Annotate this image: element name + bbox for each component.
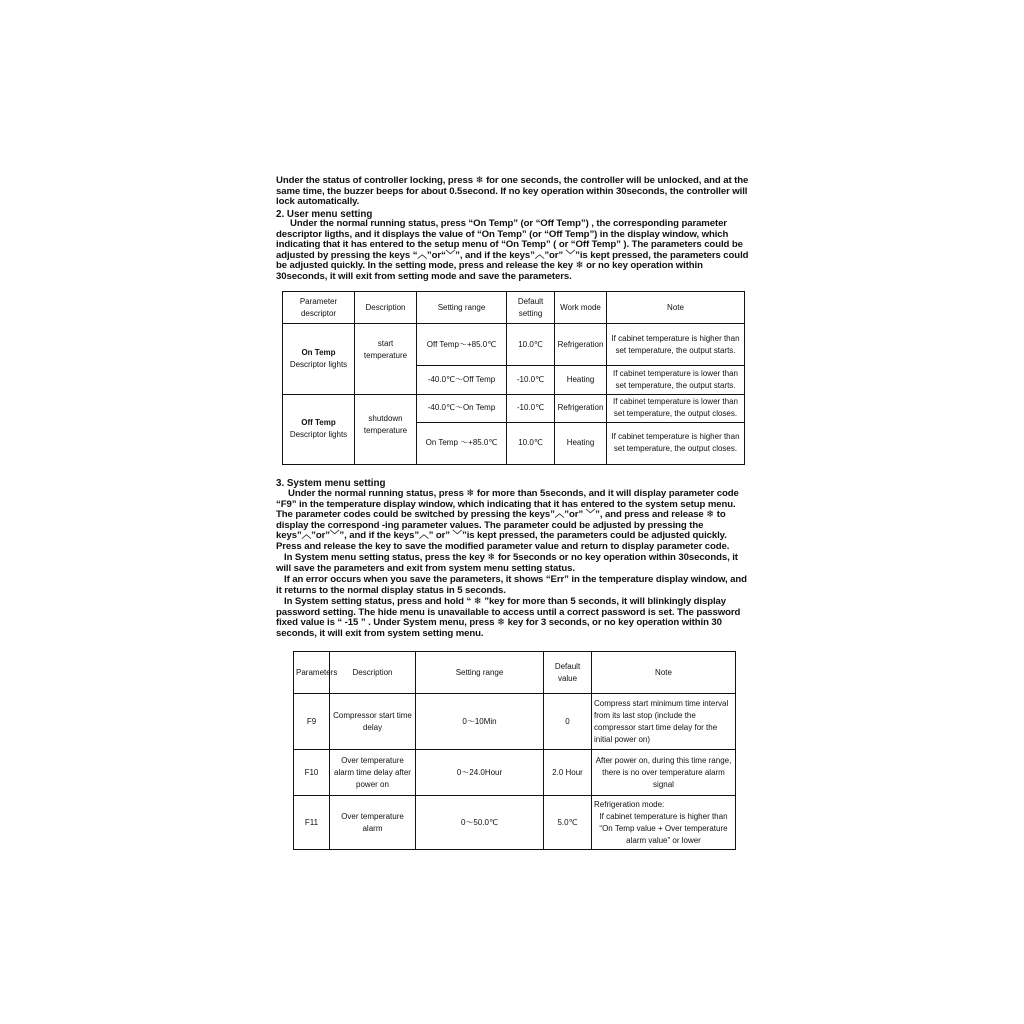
range-cell: Off Temp～+85.0℃ bbox=[417, 324, 507, 366]
default-cell: 0 bbox=[544, 694, 592, 750]
system-menu-table bbox=[293, 651, 736, 850]
table-header-row bbox=[294, 652, 736, 694]
system-menu-heading: 3. System menu setting bbox=[276, 478, 386, 489]
note-text: If cabinet temperature is higher than “On Temp value + Over temperature alarm value” or lower bbox=[599, 811, 728, 845]
note-cell: If cabinet temperature is lower than set temperature, the output closes. bbox=[607, 394, 745, 422]
col-header-description: Description bbox=[330, 652, 416, 694]
col-header-default: Default value bbox=[544, 652, 592, 694]
description-cell: Over temperature alarm time delay after power on bbox=[330, 750, 416, 796]
col-header-note: Note bbox=[607, 292, 745, 324]
system-menu-paragraph-4: In System setting status, press and hold “ ❄ ”key for more than 5 seconds, it will blinkingly display password setting. The hide menu is unavailable to access until a correct password is set. The password fixed value is “ -15 ” . Under System menu, press ❄ key for 3 seconds, or no key operation within 30 seconds, it will exit from system setting menu. bbox=[276, 596, 741, 639]
table-header-row bbox=[283, 292, 745, 324]
note-cell: If cabinet temperature is lower than set temperature, the output starts. bbox=[607, 366, 745, 394]
table-row bbox=[283, 324, 745, 366]
table-row bbox=[294, 796, 736, 850]
range-cell: 0～10Min bbox=[416, 694, 544, 750]
code-cell: F11 bbox=[294, 796, 330, 850]
descriptor-sub: Descriptor lights bbox=[289, 359, 348, 369]
default-cell: 10.0℃ bbox=[507, 422, 555, 464]
default-cell: -10.0℃ bbox=[507, 366, 555, 394]
user-menu-paragraph: Under the normal running status, press “On Temp” (or “Off Temp”) , the corresponding parameter descriptor ligths, and it displays the value of “On Temp” (or “Off Temp”) in the display window, which indicating that it has entered to the setup menu of “On Temp” ( or “Off Temp” ). The parameters could be adjusted by pressing the keys “︿”or“﹀”, and if the keys”︿”or” ﹀”is kept pressed, the parameters could be adjusted quickly. In the setting mode, press and release the key ❄ or no key operation within 30seconds, it will exit from setting mode and save the parameters. bbox=[276, 218, 749, 282]
mode-cell: Heating bbox=[555, 422, 607, 464]
descriptor-name: Off Temp bbox=[301, 418, 336, 428]
system-menu-paragraph-1: Under the normal running status, press ❄ for more than 5seconds, and it will display parameter code “F9” in the temperature display window, which indicating that it has entered to the system setup menu. The parameter codes could be switched by pressing the keys”︿”or” ﹀”, and press and release ❄ to display the correspond -ing parameter values. The parameter could be adjusted by pressing the keys”︿”or”﹀”, and if the keys”︿” or” ﹀”is kept pressed, the parameters could be adjusted quickly. Press and release the key to save the modified parameter value and return to display parameter code. bbox=[276, 488, 739, 552]
description-cell: shutdown temperature bbox=[355, 394, 417, 464]
code-cell: F9 bbox=[294, 694, 330, 750]
col-header-parameters: Parameters bbox=[294, 652, 330, 694]
mode-cell: Refrigeration bbox=[555, 324, 607, 366]
descriptor-cell-off-temp bbox=[283, 394, 355, 464]
table-row bbox=[294, 694, 736, 750]
descriptor-sub: Descriptor lights bbox=[289, 430, 348, 440]
default-cell: -10.0℃ bbox=[507, 394, 555, 422]
descriptor-name: On Temp bbox=[301, 347, 336, 357]
col-header-descriptor: Parameter descriptor bbox=[283, 292, 355, 324]
note-cell: After power on, during this time range, there is no over temperature alarm signal bbox=[592, 750, 736, 796]
col-header-range: Setting range bbox=[416, 652, 544, 694]
table-row bbox=[294, 750, 736, 796]
default-cell: 5.0℃ bbox=[544, 796, 592, 850]
user-menu-table bbox=[282, 291, 745, 465]
note-title: Refrigeration mode: bbox=[594, 799, 665, 809]
range-cell: On Temp ～+85.0℃ bbox=[417, 422, 507, 464]
descriptor-cell-on-temp bbox=[283, 324, 355, 394]
col-header-default: Default setting bbox=[507, 292, 555, 324]
note-cell bbox=[592, 796, 736, 850]
table-row bbox=[283, 394, 745, 422]
col-header-note: Note bbox=[592, 652, 736, 694]
range-cell: -40.0℃～On Temp bbox=[417, 394, 507, 422]
user-menu-heading: 2. User menu setting bbox=[276, 209, 373, 220]
range-cell: 0～50.0℃ bbox=[416, 796, 544, 850]
unlock-paragraph: Under the status of controller locking, press ❄ for one seconds, the controller will be unlocked, and at the same time, the buzzer beeps for about 0.5second. If no key operation within 30seconds, the controller will lock automatically. bbox=[276, 175, 749, 208]
mode-cell: Refrigeration bbox=[555, 394, 607, 422]
system-menu-paragraph-2: In System menu setting status, press the key ❄ for 5seconds or no key operation within 30seconds, it will save the parameters and exit from system menu setting status. bbox=[276, 552, 738, 574]
mode-cell: Heating bbox=[555, 366, 607, 394]
range-cell: 0～24.0Hour bbox=[416, 750, 544, 796]
code-cell: F10 bbox=[294, 750, 330, 796]
range-cell: -40.0℃～Off Temp bbox=[417, 366, 507, 394]
note-cell: Compress start minimum time interval from its last stop (include the compressor start time delay for the initial power on) bbox=[592, 694, 736, 750]
note-cell: If cabinet temperature is higher than set temperature, the output closes. bbox=[607, 422, 745, 464]
description-cell: start temperature bbox=[355, 324, 417, 394]
description-cell: Compressor start time delay bbox=[330, 694, 416, 750]
col-header-description: Description bbox=[355, 292, 417, 324]
system-menu-paragraph-3: If an error occurs when you save the parameters, it shows “Err” in the temperature display window, and it returns to the normal display status in 5 seconds. bbox=[276, 574, 747, 596]
col-header-range: Setting range bbox=[417, 292, 507, 324]
note-cell: If cabinet temperature is higher than set temperature, the output starts. bbox=[607, 324, 745, 366]
default-cell: 10.0℃ bbox=[507, 324, 555, 366]
default-cell: 2.0 Hour bbox=[544, 750, 592, 796]
description-cell: Over temperature alarm bbox=[330, 796, 416, 850]
col-header-mode: Work mode bbox=[555, 292, 607, 324]
